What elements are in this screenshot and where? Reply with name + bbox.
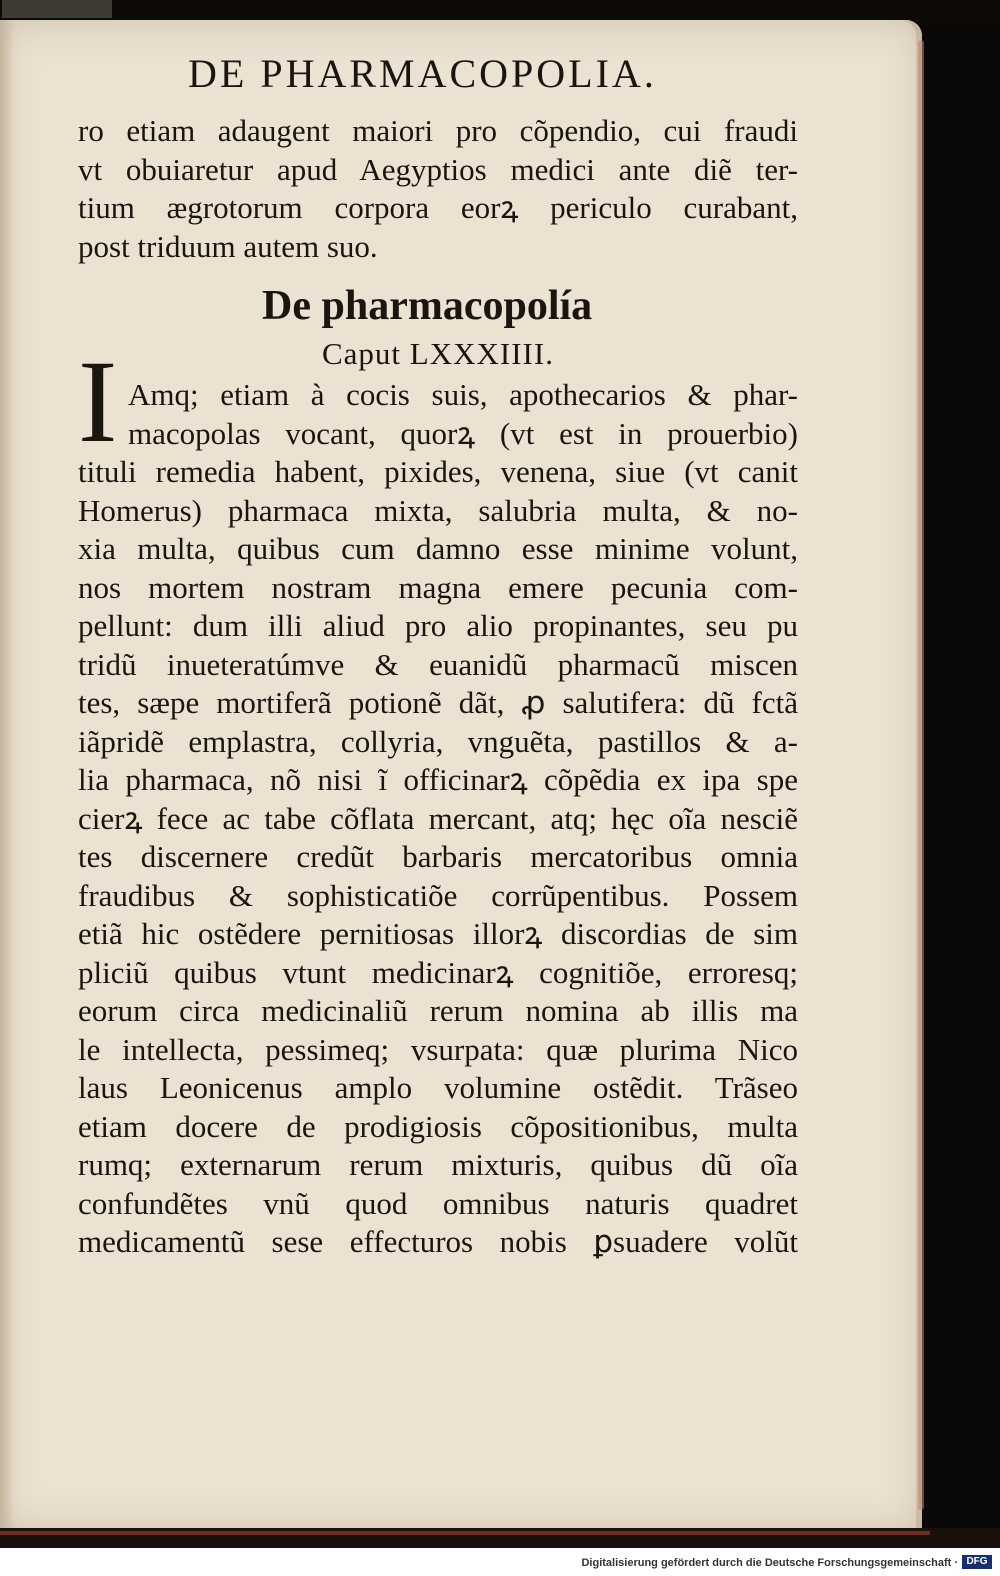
text-line: le intellecta, pessimeq; vsurpata: quæ plurima Nico: [78, 1031, 798, 1067]
running-head: DE PHARMACOPOLIA.: [188, 51, 657, 96]
text-line: tes, sæpe mortiferã potionẽ dãt, ꝓ salutifera: dũ fctã: [78, 685, 798, 720]
scan-bottom-edge: [0, 1528, 1000, 1548]
text-line: etiã hic ostẽdere pernitiosas illorꝝ discordias de sim: [78, 916, 798, 951]
text-line: tridũ inueteratúmve & euanidũ pharmacũ miscen: [78, 646, 798, 682]
text-line: lia pharmaca, nõ nisi ĩ officinarꝝ cõpẽdia ex ipa spe: [78, 762, 798, 797]
drop-cap-initial: I: [78, 336, 118, 467]
text-line: rumq; externarum rerum mixturis, quibus dũ oĩa: [78, 1147, 798, 1182]
text-line: confundẽtes vnũ quod omnibus naturis quadret: [78, 1185, 798, 1221]
page-bottom-edge: [0, 1531, 930, 1535]
chapter-body: [78, 376, 798, 1262]
chapter-number: Caput LXXXIIII.: [322, 336, 554, 371]
top-paragraph: [78, 112, 798, 266]
scan-top-edge: [0, 0, 1000, 22]
text-line: medicamentũ sese effecturos nobis ꝑsuadere volũt: [78, 1224, 798, 1259]
text-line: laus Leonicenus amplo volumine ostẽdit. Trãseo: [78, 1070, 798, 1105]
text-line: xia multa, quibus cum damno esse minime volunt,: [78, 531, 798, 566]
text-line: Amq; etiam à cocis suis, apothecarios & phar-: [128, 377, 798, 412]
text-line: etiam docere de prodigiosis cõpositionibus, multa: [78, 1108, 798, 1144]
text-line: pliciũ quibus vtunt medicinarꝝ cognitiõe, erroresq;: [78, 954, 798, 990]
text-line: pellunt: dum illi aliud pro alio propinantes, seu pu: [78, 608, 798, 643]
dfg-logo: DFG: [962, 1555, 992, 1569]
text-line: ro etiam adaugent maiori pro cõpendio, cui fraudi: [78, 113, 798, 148]
text-line: eorum circa medicinaliũ rerum nomina ab illis ma: [78, 993, 798, 1028]
text-line: tituli remedia habent, pixides, venena, siue (vt canit: [78, 454, 798, 489]
text-line: post triduum autem suo.: [78, 228, 378, 264]
text-line: tes discernere credũt barbaris mercatoribus omnia: [78, 839, 798, 874]
chapter-title: De pharmacopolía: [262, 283, 593, 329]
page-right-edge: [918, 40, 924, 1510]
text-line: nos mortem nostram magna emere pecunia com-: [78, 569, 798, 605]
scan-top-edge-shadow: [2, 0, 112, 18]
footer-bar: [0, 1548, 1000, 1576]
funding-notice: Digitalisierung gefördert durch die Deutsche Forschungsgemeinschaft ·: [581, 1557, 958, 1569]
text-line: vt obuiaretur apud Aegyptios medici ante diẽ ter-: [78, 151, 798, 187]
text-line: fraudibus & sophisticatiõe corrũpentibus. Possem: [78, 877, 798, 913]
text-line: cierꝝ fece ac tabe cõflata mercant, atq; hęc oĩa nesciẽ: [78, 800, 798, 836]
text-line: tium ægrotorum corpora eorꝝ periculo curabant,: [78, 190, 798, 225]
text-line: Homerus) pharmaca mixta, salubria multa, & no-: [78, 492, 798, 528]
text-line: iãpridẽ emplastra, collyria, vnguẽta, pastillos & a-: [78, 723, 798, 759]
text-line: macopolas vocant, quorꝝ (vt est in prouerbio): [128, 415, 798, 451]
